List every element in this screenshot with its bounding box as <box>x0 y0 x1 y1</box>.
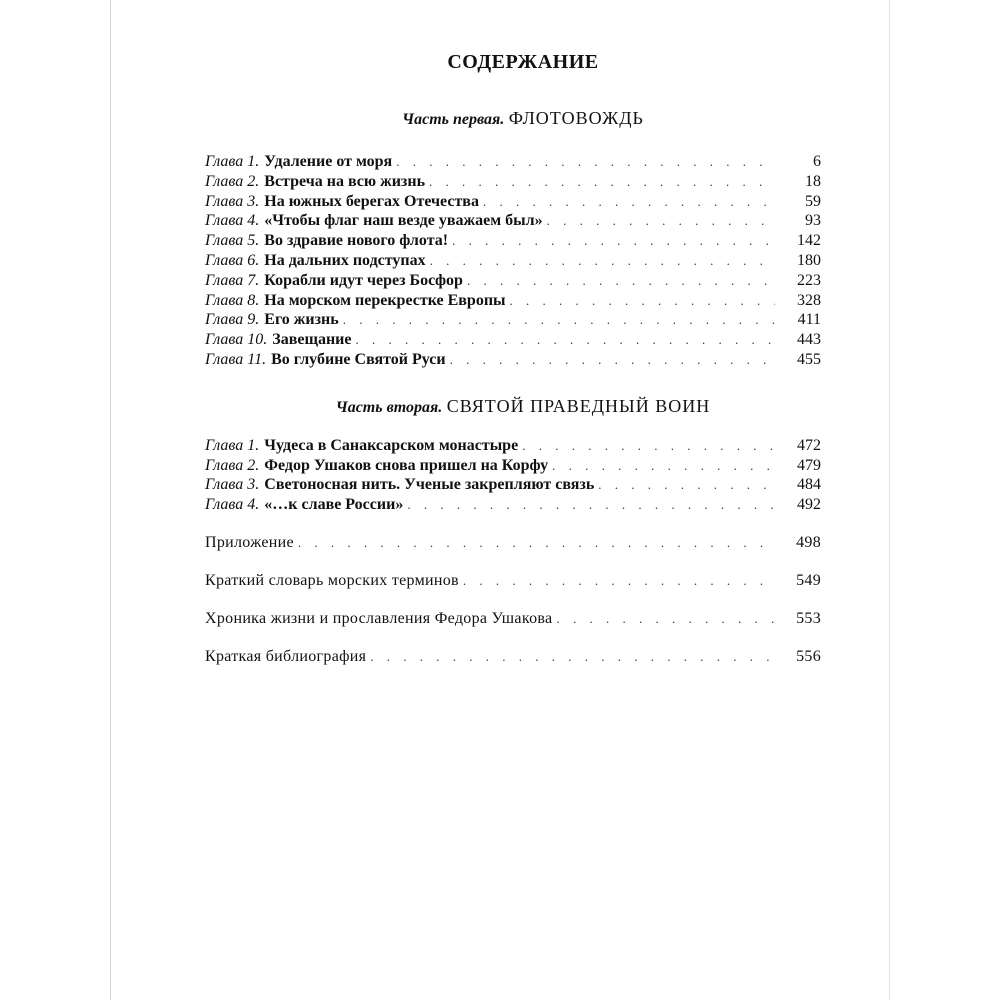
page-number: 472 <box>797 436 821 454</box>
chapter-title: На дальних подступах <box>264 251 426 269</box>
page-number: 6 <box>813 153 821 170</box>
dot-leader <box>356 330 776 350</box>
toc-entry <box>205 609 821 629</box>
table-of-contents <box>205 48 821 685</box>
page-number: 455 <box>797 350 821 368</box>
toc-entry <box>205 456 821 476</box>
section-title: Приложение <box>205 533 294 551</box>
chapter-title: «Чтобы флаг наш везде уважаем был» <box>264 212 543 230</box>
chapter-title: Чудеса в Санаксарском монастыре <box>264 436 519 454</box>
part-one-name: ФЛОТОВОЖДЬ <box>508 108 644 128</box>
toc-entry <box>205 350 821 370</box>
dot-leader <box>396 152 775 172</box>
page-number: 59 <box>805 192 821 210</box>
page-number: 498 <box>796 533 821 551</box>
dot-leader <box>407 495 775 515</box>
chapter-number: Глава 2. <box>205 456 260 474</box>
dot-leader <box>370 647 775 667</box>
page-number: 556 <box>796 647 821 665</box>
dot-leader <box>463 571 775 591</box>
chapter-title: Завещание <box>272 331 352 349</box>
section-title: Хроника жизни и прославления Федора Ушакова <box>205 609 553 627</box>
dot-leader <box>598 475 775 495</box>
chapter-title: «…к славе России» <box>264 496 404 514</box>
toc-entry <box>205 647 821 667</box>
chapter-number: Глава 4. <box>205 212 260 230</box>
dot-leader <box>522 436 775 456</box>
page-number: 223 <box>797 271 821 289</box>
chapter-number: Глава 3. <box>205 476 260 494</box>
toc-entry <box>205 231 821 251</box>
section-title: Краткий словарь морских терминов <box>205 571 459 589</box>
chapter-number: Глава 4. <box>205 496 260 514</box>
chapter-title: Корабли идут через Босфор <box>264 271 463 289</box>
dot-leader <box>467 271 775 291</box>
dot-leader <box>452 231 775 251</box>
chapter-title: На южных берегах Отечества <box>264 192 479 210</box>
part-one-label: Часть первая. <box>402 111 505 128</box>
toc-entry <box>205 330 821 350</box>
chapter-title: Удаление от моря <box>264 153 393 170</box>
page-number: 479 <box>797 456 821 474</box>
toc-entry <box>205 251 821 271</box>
toc-entry <box>205 172 821 192</box>
toc-heading: СОДЕРЖАНИЕ <box>447 51 599 73</box>
toc-entry <box>205 310 821 330</box>
part-two-chapter-list <box>205 436 821 515</box>
dot-leader <box>450 350 775 370</box>
page-number: 142 <box>797 232 821 250</box>
toc-entry <box>205 436 821 456</box>
chapter-title: Светоносная нить. Ученые закрепляют связь <box>264 476 595 494</box>
chapter-number: Глава 7. <box>205 271 260 289</box>
toc-entry <box>205 211 821 231</box>
part-two-name: СВЯТОЙ ПРАВЕДНЫЙ ВОИН <box>446 395 711 416</box>
chapter-number: Глава 1. <box>205 436 260 454</box>
dot-leader <box>298 533 775 553</box>
toc-entry <box>205 571 821 591</box>
chapter-title: Встреча на всю жизнь <box>264 172 426 190</box>
dot-leader <box>343 310 775 330</box>
page-number: 411 <box>797 311 821 329</box>
toc-entry <box>205 495 821 515</box>
dot-leader <box>547 211 775 231</box>
toc-entry <box>205 152 821 172</box>
chapter-number: Глава 8. <box>205 291 260 309</box>
chapter-title: Во глубине Святой Руси <box>271 350 446 368</box>
chapter-number: Глава 1. <box>205 153 260 170</box>
page-number: 180 <box>797 251 821 269</box>
part-one-chapter-list <box>205 152 821 370</box>
dot-leader <box>510 291 775 311</box>
toc-entry <box>205 475 821 495</box>
toc-entry <box>205 291 821 311</box>
page-number: 443 <box>797 331 821 349</box>
chapter-number: Глава 5. <box>205 232 260 250</box>
toc-entry <box>205 533 821 553</box>
chapter-number: Глава 6. <box>205 251 260 269</box>
page-number: 549 <box>796 571 821 589</box>
chapter-title: На морском перекрестке Европы <box>264 291 506 309</box>
chapter-number: Глава 9. <box>205 311 260 329</box>
chapter-number: Глава 2. <box>205 172 260 190</box>
chapter-title: Во здравие нового флота! <box>264 232 449 250</box>
toc-entry <box>205 192 821 212</box>
dot-leader <box>429 172 775 192</box>
chapter-number: Глава 3. <box>205 192 260 210</box>
dot-leader <box>483 192 775 212</box>
page-number: 553 <box>796 609 821 627</box>
part-two-title <box>205 394 821 420</box>
dot-leader <box>430 251 775 271</box>
dot-leader <box>556 609 775 629</box>
dot-leader <box>552 456 775 476</box>
page-number: 328 <box>797 291 821 309</box>
part-two-label: Часть вторая. <box>335 398 443 416</box>
chapter-title: Его жизнь <box>264 311 339 329</box>
toc-entry <box>205 271 821 291</box>
chapter-number: Глава 11. <box>205 350 267 368</box>
page-number: 492 <box>797 496 821 514</box>
page-number: 484 <box>797 476 821 494</box>
chapter-title: Федор Ушаков снова пришел на Корфу <box>264 456 549 474</box>
section-title: Краткая библиография <box>205 647 367 665</box>
page-number: 18 <box>805 172 821 190</box>
page-number: 93 <box>805 212 821 230</box>
chapter-number: Глава 10. <box>205 331 268 349</box>
part-one-title <box>205 106 821 132</box>
appendix-list <box>205 533 821 667</box>
